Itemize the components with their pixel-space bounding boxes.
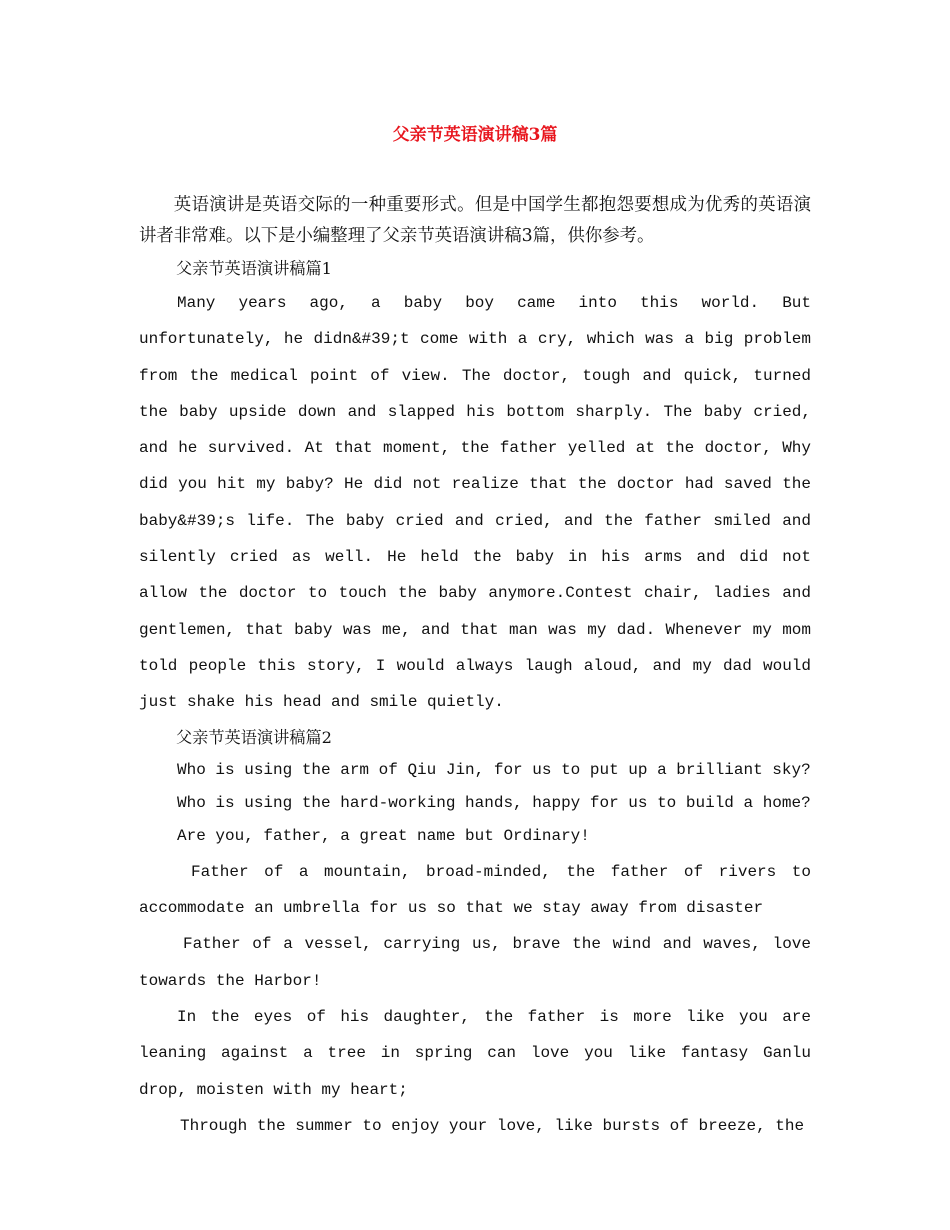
document-body	[139, 190, 811, 1144]
poem-line-3: Are you, father, a great name but Ordinary!	[177, 827, 590, 846]
speech-paragraph-2: Father of a mountain, broad-minded, the father of rivers to accommodate an umbrella for us so that we stay away from disaster	[139, 862, 811, 918]
document-title: 父亲节英语演讲稿3篇	[392, 125, 558, 145]
speech-paragraph-3: Father of a vessel, carrying us, brave the wind and waves, love towards the Harbor!	[139, 935, 811, 990]
poem-line-1: Who is using the arm of Qiu Jin, for us to put up a brilliant sky?	[177, 760, 811, 779]
intro-paragraph: 英语演讲是英语交际的一种重要形式。但是中国学生都抱怨要想成为优秀的英语演讲者非常难。以下是小编整理了父亲节英语演讲稿3篇，供你参考。	[139, 195, 811, 246]
section-heading-2: 父亲节英语演讲稿篇2	[176, 727, 332, 747]
speech-paragraph-4: In the eyes of his daughter, the father is more like you are leaning against a tree in spring can love you like fantasy Ganlu drop, moisten with my heart;	[139, 1007, 811, 1099]
section-heading-1: 父亲节英语演讲稿篇1	[176, 259, 332, 278]
speech-paragraph-5: Through the summer to enjoy your love, like bursts of breeze, the	[180, 1116, 805, 1135]
poem-line-2: Who is using the hard-working hands, happy for us to build a home?	[177, 793, 811, 812]
speech-paragraph-1: Many years ago, a baby boy came into this world. But unfortunately, he didn&#39;t come with a cry, which was a big problem from the medical point of view. The doctor, tough and quick, turned the baby upside down and slapped his bottom sharply. The baby cried, and he survived. At that moment, the father yelled at the doctor, Why did you hit my baby? He did not realize that the doctor had saved the baby&#39;s life. The baby cried and cried, and the father smiled and silently cried as well. He held the baby in his arms and did not allow the doctor to touch the baby anymore.Contest chair, ladies and gentlemen, that baby was me, and that man was my dad. Whenever my mom told people this story, I would always laugh aloud, and my dad would just shake his head and smile quietly.	[139, 294, 811, 712]
